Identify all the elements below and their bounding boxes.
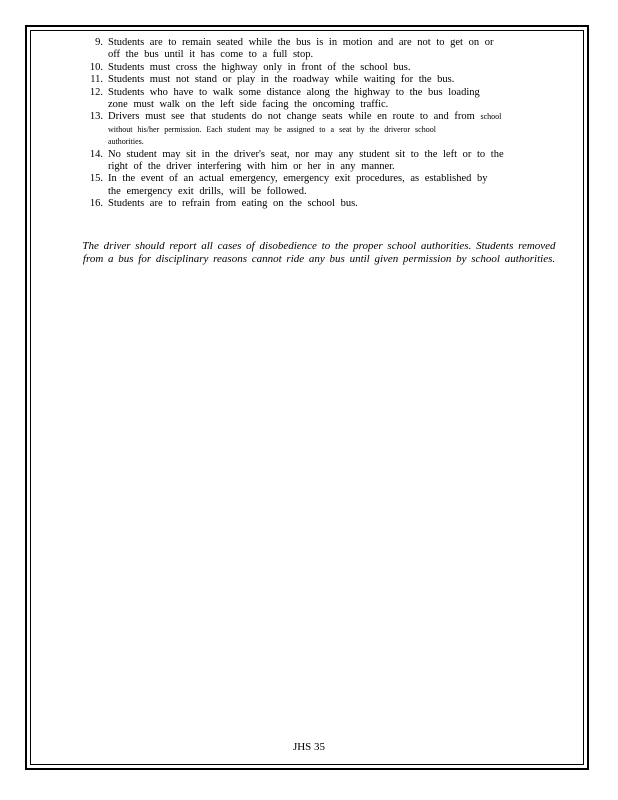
rule-number: 13. [89,111,103,123]
page-footer: JHS 35 [292,741,326,753]
rule-text: No student may sit in the driver's seat, nor may any student sit to the left or to the right of the driver interfering with him or her in any manner. [108,148,504,173]
bus-rules-list [77,37,547,211]
rule-text-main: Drivers must see that students do not change seats while en route to and from [108,111,475,123]
rule-number: 9. [95,37,103,48]
rule-text [103,111,547,148]
rule-text: Students are to refrain from eating on the school bus. [108,198,358,210]
rule-text-continuation: school without his/her permission. Each student may be assigned to a seat by the driveror school authorities. [108,112,502,147]
rule-text: Students must cross the highway only in front of the school bus. [108,61,411,73]
rule-number: 15. [89,173,103,185]
rule-text: In the event of an actual emergency, emergency exit procedures, as established by the emergency exit drills, will be followed. [108,173,488,197]
rule-text: Students are to remain seated while the bus is in motion and are not to get on or off the bus until it has come to a full stop. [108,37,494,61]
rule-number: 14. [89,148,103,160]
rule-12 [77,87,547,112]
rule-11 [77,74,547,86]
rule-number: 10. [89,61,103,73]
rule-15 [77,173,547,198]
rule-10 [77,62,547,74]
disciplinary-note: The driver should report all cases of disobedience to the proper school authorities. Students removed from a bus for disciplinary reasons cannot ride any bus until given permission by school authorities. [82,240,556,266]
rule-text: Students must not stand or play in the roadway while waiting for the bus. [108,74,455,86]
rule-13 [77,111,547,148]
rule-text: Students who have to walk some distance along the highway to the bus loading zone must walk on the left side facing the oncoming traffic. [108,86,480,111]
rule-16 [77,198,547,210]
rule-number: 11. [90,74,103,86]
rule-14 [77,149,547,174]
rule-number: 12. [89,86,103,98]
rule-number: 16. [89,198,103,210]
rule-9 [77,37,547,62]
